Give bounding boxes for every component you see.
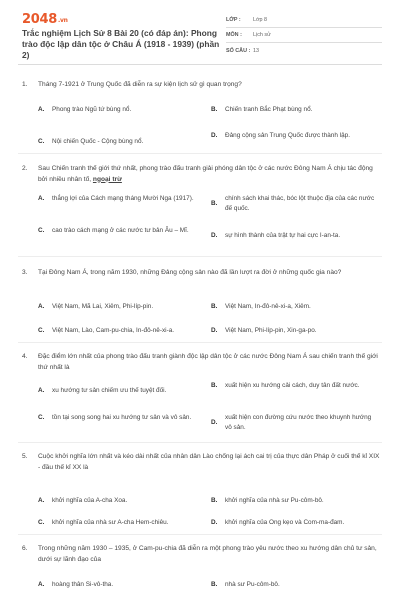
option-text: chính sách khai thác, bóc lột thuộc địa của các nước đế quốc. [225,195,375,212]
option-d[interactable] [211,131,379,141]
option-text: Đảng cộng sản Trung Quốc được thành lập. [225,132,350,139]
option-letter: C. [38,138,45,145]
option-text: nhà sư Pu-côm-bô. [225,581,280,588]
option-d[interactable] [211,326,379,336]
question-number: 4. [22,353,28,360]
option-letter: B. [211,382,218,389]
meta-label: LỚP : [226,17,241,23]
question-number: 3. [22,269,28,276]
option-text: thắng lợi của Cách mạng tháng Mười Nga (1917). [52,195,194,202]
option-letter: C. [38,227,45,234]
option-text: Chiến tranh Bắc Phạt bùng nổ. [225,106,313,113]
question-emphasis: ngoại trừ [92,175,122,183]
option-letter: D. [211,519,218,526]
question-text [38,164,380,185]
option-text: tồn tại song song hai xu hướng tư sản và vô sản. [52,414,192,421]
header-divider [18,64,382,65]
page-header [0,0,400,62]
question-divider [18,342,382,343]
question-text: Đặc điểm lớn nhất của phong trào đấu tranh giành độc lập dân tộc ở các nước Đông Nam Á sau chiến tranh thế giới thứ nhất là [38,353,378,371]
option-text: Việt Nam, Phi-líp-pin, Xin-ga-po. [225,327,317,334]
page-title: Trắc nghiệm Lịch Sử 8 Bài 20 (có đáp án): Phong trào độc lập dân tộc ở Châu Á (1918 - 1939) (phần 2) [22,28,220,60]
option-text: Phong trào Ngũ tứ bùng nổ. [52,106,132,113]
option-c[interactable] [38,413,206,423]
option-letter: D. [211,132,218,139]
option-a[interactable] [38,496,206,506]
option-a[interactable] [38,580,206,590]
option-d[interactable] [211,231,379,241]
meta-row-subject [226,28,382,43]
option-text: xuất hiện con đường cứu nước theo khuynh hướng vô sản. [225,414,372,431]
option-b[interactable] [211,580,379,590]
meta-row-grade [226,13,382,28]
meta-value: 13 [253,47,259,54]
question-text-main: Sau Chiến tranh thế giới thứ nhất, phong trào đấu tranh giải phóng dân tộc ở các nước Đông Nam Á chịu tác động bởi nhiều nhân tố, [38,165,373,183]
option-letter: C. [38,414,45,421]
option-letter: B. [211,106,218,113]
option-letter: A. [38,387,45,394]
meta-value: Lớp 8 [253,17,268,23]
logo-suffix: .vn [57,17,68,24]
option-c[interactable] [38,518,206,528]
option-b[interactable] [211,496,379,506]
question-number: 6. [22,545,28,552]
option-text: Việt Nam, Lào, Cam-pu-chia, In-đô-nê-xi-a. [52,327,175,334]
question-number: 5. [22,453,28,460]
option-letter: B. [211,200,218,207]
meta-value: Lịch sử [253,32,271,38]
option-letter: D. [211,419,218,426]
question-text: Tháng 7-1921 ở Trung Quốc đã diễn ra sự kiện lịch sử gì quan trọng? [38,81,242,88]
question-text: Cuộc khởi nghĩa lớn nhất và kéo dài nhất của nhân dân Lào chống lại ách cai trị của thực dân Pháp ở cuối thế kỉ XIX - đầu thế kỉ XX là [38,453,380,471]
option-text: Nội chiến Quốc - Cộng bùng nổ. [52,138,144,145]
option-letter: B. [211,581,218,588]
option-text: khởi nghĩa của nhà sư Pu-côm-bô. [225,497,324,504]
option-letter: A. [38,497,45,504]
option-text: Việt Nam, In-đô-nê-xi-a, Xiêm. [225,303,311,310]
option-a[interactable] [38,194,206,204]
option-b[interactable] [211,105,379,115]
option-a[interactable] [38,386,206,396]
quiz-meta [226,13,382,58]
option-b[interactable] [211,302,379,312]
logo-text: 2048 [22,12,57,27]
option-letter: D. [211,232,218,239]
option-text: xuất hiện xu hướng cải cách, duy tân đất nước. [225,382,360,389]
option-text: sự hình thành của trật tự hai cực I-an-ta. [225,232,341,239]
question-text: Tại Đông Nam Á, trong năm 1930, những Đảng cộng sản nào đã lần lượt ra đời ở những quốc gia nào? [38,269,342,276]
option-b[interactable] [211,381,379,391]
option-text: Việt Nam, Mã Lai, Xiêm, Phi-líp-pin. [52,303,154,310]
option-a[interactable] [38,302,206,312]
option-text: hoàng thân Si-vô-tha. [52,581,114,588]
option-text: khởi nghĩa của nhà sư A-cha Hem-chiêu. [52,519,169,526]
option-letter: B. [211,497,218,504]
question-number: 1. [22,81,28,88]
option-c[interactable] [38,326,206,336]
question-divider [18,442,382,443]
option-d[interactable] [211,518,379,528]
option-d[interactable] [211,413,379,433]
option-letter: B. [211,303,218,310]
option-letter: C. [38,327,45,334]
option-text: xu hướng tư sản chiếm ưu thế tuyệt đối. [52,387,167,394]
site-logo[interactable] [22,12,68,27]
question-divider [18,153,382,154]
option-letter: A. [38,303,45,310]
option-a[interactable] [38,105,206,115]
option-letter: A. [38,581,45,588]
question-number: 2. [22,165,28,172]
question-text: Trong những năm 1930 – 1935, ở Cam-pu-chia đã diễn ra một phong trào yêu nước theo xu hướng dân chủ tư sản, dưới sự lãnh đạo của [38,545,377,563]
option-b[interactable] [211,194,379,214]
option-text: khởi nghĩa của A-cha Xoa. [52,497,128,504]
question-divider [18,534,382,535]
option-letter: A. [38,195,45,202]
question-divider [18,256,382,257]
option-c[interactable] [38,137,206,147]
option-text: cao trào cách mạng ở các nước tư bản Âu – Mĩ. [52,227,189,234]
option-letter: A. [38,106,45,113]
option-c[interactable] [38,226,206,236]
option-text: khởi nghĩa của Ong kẹo và Com-ma-đam. [225,519,345,526]
option-letter: C. [38,519,45,526]
meta-row-count [226,43,382,58]
meta-label: SỐ CÂU : [226,47,251,54]
meta-label: MÔN : [226,32,242,38]
option-letter: D. [211,327,218,334]
